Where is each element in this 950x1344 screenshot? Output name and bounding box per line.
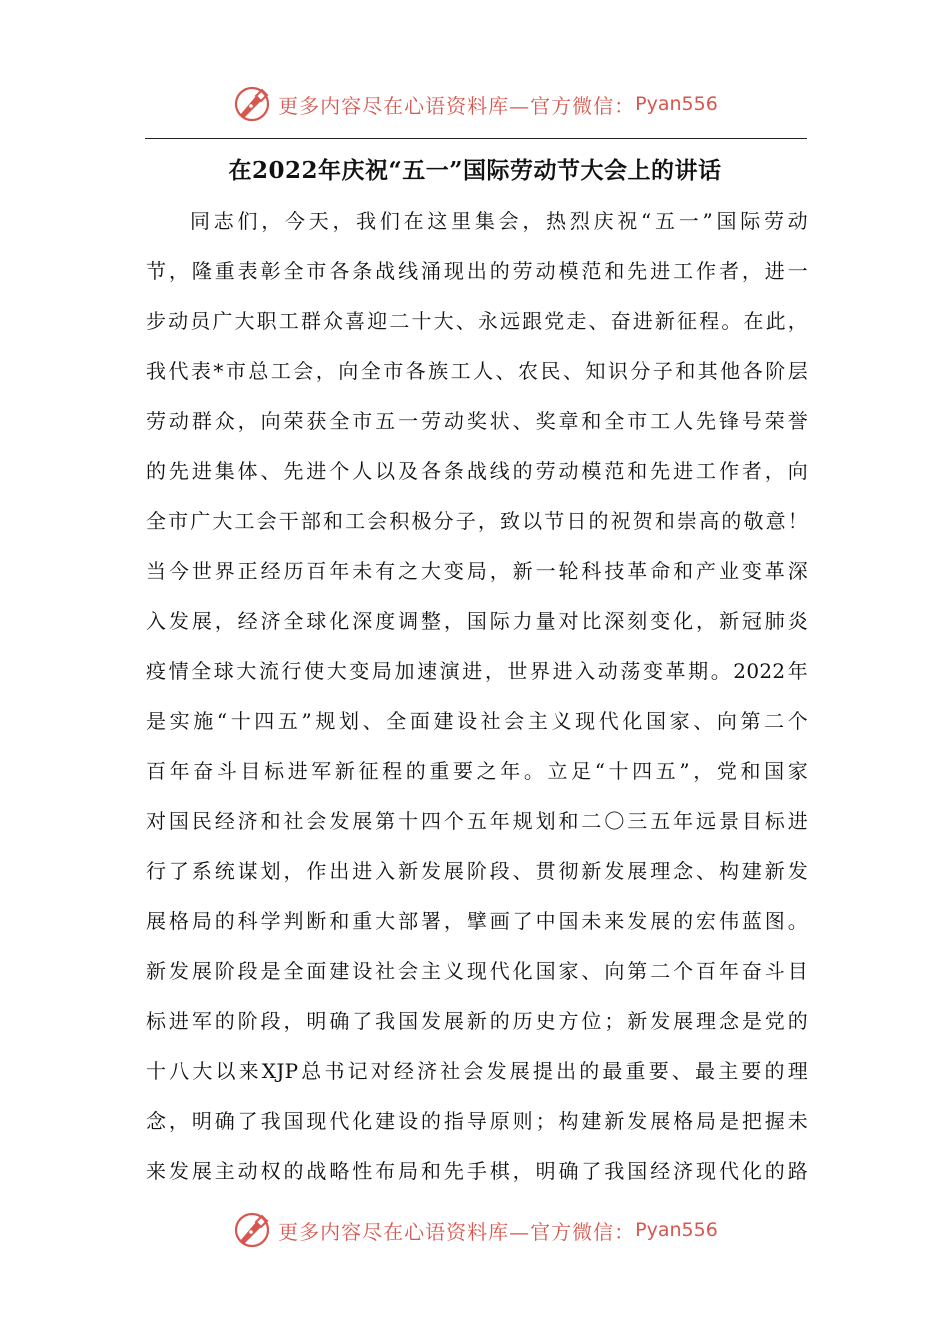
watermark-banner-top	[0, 82, 950, 126]
text-line: 步动员广大职工群众喜迎二十大、永远跟党走、奋进新征程。在此，	[146, 309, 808, 333]
watermark-wechat-id: Pyan556	[635, 93, 718, 115]
pen-nib-logo-icon	[232, 1210, 272, 1250]
text-line: 全市广大工会干部和工会积极分子，致以节日的祝贺和崇高的敬意！	[146, 509, 808, 533]
watermark-wechat-id: Pyan556	[635, 1219, 718, 1241]
text-line: 标进军的阶段，明确了我国发展新的历史方位；新发展理念是党的	[146, 1009, 808, 1033]
text-line: 念，明确了我国现代化建设的指导原则；构建新发展格局是把握未	[146, 1109, 808, 1133]
text-line: 疫情全球大流行使大变局加速演进，世界进入动荡变革期。2022年	[146, 659, 808, 683]
header-divider	[145, 138, 807, 139]
text-line: 劳动群众，向荣获全市五一劳动奖状、奖章和全市工人先锋号荣誉	[146, 409, 808, 433]
text-line: 当今世界正经历百年未有之大变局，新一轮科技革命和产业变革深	[146, 559, 808, 583]
text-line: 的先进集体、先进个人以及各条战线的劳动模范和先进工作者，向	[146, 459, 808, 483]
watermark-banner-bottom	[0, 1208, 950, 1252]
text-line: 来发展主动权的战略性布局和先手棋，明确了我国经济现代化的路	[146, 1159, 808, 1183]
text-line: 对国民经济和社会发展第十四个五年规划和二〇三五年远景目标进	[146, 809, 808, 833]
text-line: 十八大以来XJP总书记对经济社会发展提出的最重要、最主要的理	[146, 1059, 808, 1083]
document-title: 在2022年庆祝“五一”国际劳动节大会上的讲话	[228, 157, 722, 184]
text-line: 百年奋斗目标进军新征程的重要之年。立足“十四五”，党和国家	[146, 759, 808, 783]
text-line: 行了系统谋划，作出进入新发展阶段、贯彻新发展理念、构建新发	[146, 859, 808, 883]
watermark-text: 更多内容尽在心语资料库—官方微信：	[278, 93, 636, 118]
text-line: 新发展阶段是全面建设社会主义现代化国家、向第二个百年奋斗目	[146, 959, 808, 983]
text-line: 是实施“十四五”规划、全面建设社会主义现代化国家、向第二个	[146, 709, 808, 733]
text-line: 展格局的科学判断和重大部署，擘画了中国未来发展的宏伟蓝图。	[146, 909, 808, 933]
text-line: 我代表*市总工会，向全市各族工人、农民、知识分子和其他各阶层	[146, 359, 808, 383]
text-line: 同志们，今天，我们在这里集会，热烈庆祝“五一”国际劳动	[190, 209, 808, 233]
document-body	[146, 206, 808, 1206]
pen-nib-logo-icon	[232, 84, 272, 124]
text-line: 节，隆重表彰全市各条战线涌现出的劳动模范和先进工作者，进一	[146, 259, 808, 283]
text-line: 入发展，经济全球化深度调整，国际力量对比深刻变化，新冠肺炎	[146, 609, 808, 633]
watermark-text: 更多内容尽在心语资料库—官方微信：	[278, 1219, 636, 1244]
